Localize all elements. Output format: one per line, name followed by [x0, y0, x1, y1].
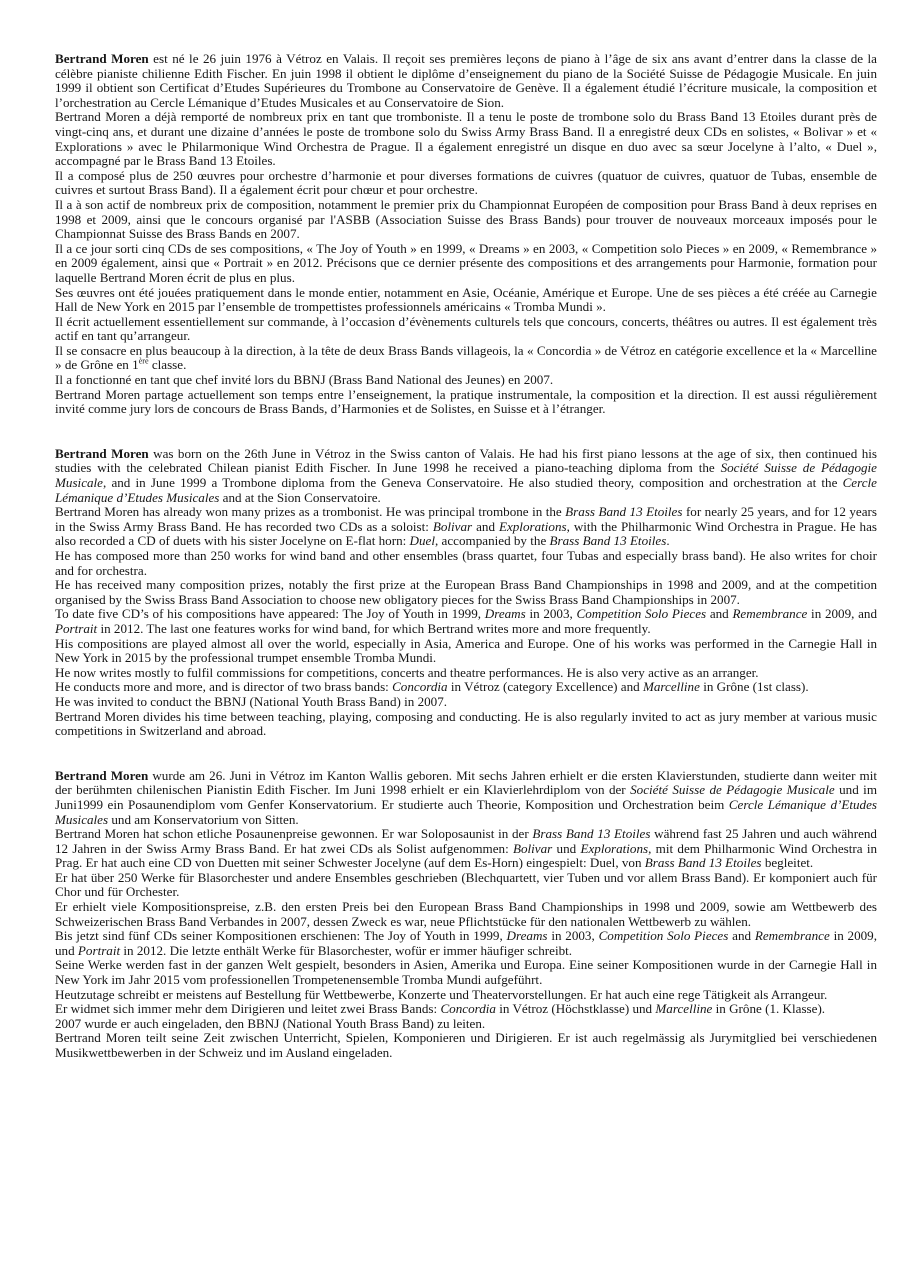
- text-run: Marcelline: [655, 1001, 713, 1017]
- paragraph: [55, 373, 877, 388]
- text-run: Bis jetzt sind fünf CDs seiner Kompositionen erschienen: The Joy of Youth in 1999,: [55, 928, 507, 944]
- text-run: Il écrit actuellement essentiellement sur commande, à l’occasion d’évènements culturels tels que concours, concerts, théâtres ou autres. Il est également très actif en tant qu’arrangeur.: [55, 313, 877, 344]
- text-run: Brass Band 13 Etoiles: [532, 826, 651, 842]
- text-run: in 2009, und: [55, 928, 878, 958]
- text-run: begleitet.: [761, 855, 814, 871]
- paragraph: [55, 1031, 877, 1060]
- paragraph: [55, 827, 877, 871]
- text-run: Société Suisse de Pédagogie Musicale: [630, 782, 835, 798]
- paragraph: [55, 695, 877, 710]
- text-run: in Vétroz (category Excellence) and: [447, 679, 643, 695]
- text-run: Brass Band 13: [549, 533, 627, 549]
- text-run: in Grône (1st class).: [699, 679, 809, 695]
- paragraph: [55, 344, 877, 373]
- text-run: Brass Band 13 Etoiles: [644, 855, 762, 871]
- text-run: Il a composé plus de 250 œuvres pour orchestre d’harmonie et pour diverses formations de cuivres (quatuor de cuivres, quatuor de Tubas, ensemble de cuivres et surtout Brass Band). Il a également écrit pour chœur et pour orchestre.: [55, 167, 877, 198]
- paragraph: [55, 607, 877, 636]
- text-run: Bertrand Moren teilt seine Zeit zwischen Unterricht, Spielen, Komponieren und Dirigieren. Er ist auch regelmässig als Jurymitglied bei verschiedenen Musikwettbewerben in der Schweiz und im Ausland eingeladen.: [55, 1030, 877, 1060]
- text-run: He has received many composition prizes, notably the first prize at the European Brass Band Championships in 1998 and 2009, and at the competition organised by the Swiss Brass Band Association to choose new obligatory pieces for the Swiss Brass Band Championships in 2007.: [55, 577, 877, 607]
- paragraph: [55, 710, 877, 739]
- text-run: Brass Band 13 Etoiles: [565, 504, 683, 520]
- text-run: Ses œuvres ont été jouées pratiquement dans le monde entier, notamment en Asie, Océanie, Amérique et Europe. Une de ses pièces a été créée au Carnegie Hall de New York en 2015 par l’ensemble de trompettistes professionnels américains « Tromba Mundi ».: [55, 284, 877, 315]
- text-run: , accompanied by the: [435, 533, 550, 549]
- text-run: Bertrand Moren partage actuellement son temps entre l’enseignement, la pratique instrumentale, la composition et la direction. Il est aussi régulièrement invité comme jury lors de concours de Brass Bands, d’Harmonies et de Solistes, en Suisse et à l’étranger.: [55, 386, 877, 417]
- paragraph: [55, 447, 877, 505]
- text-run: Competition Solo Pieces: [576, 606, 707, 622]
- text-run: Er widmet sich immer mehr dem Dirigieren und leitet zwei Brass Bands:: [55, 1001, 441, 1017]
- text-run: Heutzutage schreibt er meistens auf Bestellung für Wettbewerbe, Konzerte und Theatervorstellungen. Er hat auch eine rege Tätigkeit als Arrangeur.: [55, 986, 828, 1002]
- text-run: während fast 25 Jahren und auch während 12 Jahren in der Swiss Army Brass Band. Er hat zwei CDs als Solist aufgenommen:: [55, 826, 877, 856]
- text-run: Seine Werke werden fast in der ganzen Welt gespielt, besonders in Asien, Amerika und Europa. Eine seiner Kompositionen wurde in der Carnegie Hall in New York im Jahr 2015 vom professionellen Trompetenensemble Tromba Mundi aufgeführt.: [55, 957, 877, 988]
- text-run: in Vétroz (Höchstklasse) und: [495, 1001, 656, 1017]
- paragraph: [55, 505, 877, 549]
- text-run: Etoiles: [629, 533, 667, 549]
- text-run: He was invited to conduct the BBNJ (National Youth Brass Band) in 2007.: [55, 693, 448, 709]
- paragraph: [55, 637, 877, 666]
- text-run: und: [552, 840, 581, 856]
- paragraph: [55, 1017, 877, 1032]
- text-run: und am Konservatorium von Sitten.: [108, 811, 299, 827]
- section-german-bio: [55, 769, 877, 1061]
- paragraph: [55, 1002, 877, 1017]
- text-run: Il a à son actif de nombreux prix de composition, notamment le premier prix du Championnat Européen de composition pour Brass Band à deux reprises en 1998 et 2009, ainsi que le concours organisé par l'ASBB (Association Suisse des Brass Bands) pour trouver de nouveaux morceaux imposés pour le Championnat Suisse des Brass Bands en 2007.: [55, 196, 877, 242]
- text-run: Il se consacre en plus beaucoup à la direction, à la tête de deux Brass Bands villageois, la « Concordia » de Vétroz en catégorie excellence et la « Marcelline » de Grône en 1: [55, 342, 877, 373]
- text-run: Er erhielt viele Kompositionspreise, z.B. den ersten Preis bei den European Brass Band Championships in 1998 und 2009, sowie am Wettbewerb des Schweizerischen Brass Band Verbandes in 2007, dessen Zweck es war, neue Pflichtstücke für den nationalen Wettbewerb zu wählen.: [55, 899, 877, 929]
- text-run: Il a ce jour sorti cinq CDs de ses compositions, « The Joy of Youth » en 1999, « Dreams » en 2003, « Competition solo Pieces » en 2009, « Remembrance » en 2009 également, ainsi que « Portrait » en 2012. Précisons que ce dernier présente des compositions et des arrangements pour Harmonie, formation pour laquelle Bertrand Moren écrit de plus en plus.: [55, 240, 877, 285]
- text-run: Remembrance: [754, 928, 830, 944]
- paragraph: [55, 169, 877, 198]
- text-run: Concordia: [440, 1001, 496, 1017]
- text-run: in 2012. The last one features works for wind band, for which Bertrand writes more and more frequently.: [97, 620, 651, 636]
- paragraph: [55, 871, 877, 900]
- paragraph: [55, 549, 877, 578]
- text-run: in 2012. Die letzte enthält Werke für Blasorchester, wofür er immer häufiger schreibt.: [120, 942, 573, 958]
- text-run: est né le 26 juin 1976 à Vétroz en Valais. Il reçoit ses premières leçons de piano à l’âge de six ans avant d’entrer dans la classe de la célèbre pianiste chilienne Edith Fischer. En juin 1998 il obtient le diplôme d’enseignement du piano de la Société Suisse de Pédagogie Musicale. En juin 1999 il obtient son Certificat d’Etudes Supérieures du Trombone au Conservatoire de Genève. Il a également étudié l’écriture musicale, la composition et l’orchestration au Cercle Lémanique d’Etudes Musicales et au Conservatoire de Sion.: [55, 51, 877, 110]
- paragraph: [55, 900, 877, 929]
- text-run: in 2003,: [525, 606, 577, 622]
- text-run: Bertrand Moren a déjà remporté de nombreux prix en tant que tromboniste. Il a tenu le poste de trombone solo du Brass Band 13 Etoiles durant près de vingt-cinq ans, et durant une dizaine d’années le poste de trombone solo du Swiss Army Brass Band. Il a enregistré deux CDs en solistes, « Bolivar » et « Explorations » avec le Philarmonique Wind Orchestra de Prague. Il a également enregistré un disque en duo avec sa sœur Jocelyne à l’alto, « Duel », accompagné par le Brass Band 13 Etoiles.: [55, 109, 877, 169]
- text-run: Bertrand Moren: [55, 767, 149, 783]
- text-run: His compositions are played almost all over the world, especially in Asia, America and Europe. One of his works was performed in the Carnegie Hall in New York in 2015 by the professional trumpet ensemble Tromba Mundi.: [55, 635, 877, 666]
- text-run: Il a fonctionné en tant que chef invité lors du BBNJ (Brass Band National des Jeunes) en 2007.: [55, 372, 554, 388]
- paragraph: [55, 680, 877, 695]
- text-run: ère: [138, 357, 149, 367]
- text-run: and: [472, 518, 499, 534]
- text-run: Duel: [409, 533, 435, 549]
- text-run: .: [666, 533, 670, 549]
- text-run: classe.: [148, 357, 187, 373]
- text-run: 2007 wurde er auch eingeladen, den BBNJ (National Youth Brass Band) zu leiten.: [55, 1015, 486, 1031]
- paragraph: [55, 666, 877, 681]
- text-run: in 2003,: [547, 928, 599, 944]
- text-run: To date five CD’s of his compositions have appeared: The Joy of Youth in 1999,: [55, 606, 485, 622]
- text-run: Cercle Lémanique d’Etudes Musicales: [55, 796, 877, 827]
- text-run: Bolivar: [512, 840, 553, 856]
- paragraph: [55, 52, 877, 110]
- text-run: Bertrand Moren: [55, 51, 149, 66]
- text-run: , and in June 1999 a Trombone diploma from the Geneva Conservatoire. He also studied theory, composition and orchestration at the: [103, 475, 843, 491]
- text-run: for nearly 25 years, and for 12 years in the Swiss Army Brass Band. He has recorded two CDs as a soloist:: [55, 504, 877, 534]
- text-run: Bertrand Moren divides his time between teaching, playing, composing and conducting. He is also regularly invited to act as jury member at various music competitions in Switzerland and abroad.: [55, 708, 877, 739]
- text-run: und im Juni1999 ein Posaunendiplom vom Genfer Konservatorium. Er studierte auch Theorie, Komposition und Orchestration beim: [55, 782, 878, 812]
- section-french-bio: [55, 52, 877, 417]
- text-run: Er hat über 250 Werke für Blasorchester und andere Ensembles geschrieben (Blechquartett, vier Tuben und vor allem Brass Band). Er komponiert auch für Chor und für Orchester.: [55, 869, 877, 900]
- section-english-bio: [55, 447, 877, 739]
- text-run: He has composed more than 250 works for wind band and other ensembles (brass quartet, four Tubas and especially brass band). He also writes for choir and for orchestra.: [55, 548, 877, 578]
- text-run: Dreams: [506, 928, 548, 944]
- paragraph: [55, 110, 877, 168]
- text-run: Explorations: [498, 518, 567, 534]
- paragraph: [55, 988, 877, 1003]
- text-run: Marcelline: [642, 679, 700, 695]
- paragraph: [55, 198, 877, 242]
- text-run: He conducts more and more, and is director of two brass bands:: [55, 679, 393, 695]
- text-run: Bertrand Moren: [55, 445, 149, 461]
- paragraph: [55, 958, 877, 987]
- text-run: wurde am 26. Juni in Vétroz im Kanton Wallis geboren. Mit sechs Jahren erhielt er die ersten Klavierstunden, studierte dann weiter mit der berühmten chilenischen Pianistin Edith Fischer. Im Juni 1998 erhielt er ein Klavierlehrdiplom von der: [55, 767, 877, 798]
- text-run: Explorations: [580, 840, 649, 856]
- paragraph: [55, 286, 877, 315]
- paragraph: [55, 242, 877, 286]
- text-run: Société Suisse de Pédagogie Musicale: [55, 460, 877, 491]
- text-run: Portrait: [55, 620, 98, 636]
- text-run: , mit dem Philharmonic Wind Orchestra in Prag. Er hat auch eine CD von Duetten mit seiner Schwester Jocelyne (auf dem Es-Horn) eingespielt: Duel, von: [55, 840, 878, 871]
- paragraph: [55, 769, 877, 827]
- text-run: and at the Sion Conservatoire.: [219, 489, 381, 505]
- text-run: in Grône (1. Klasse).: [712, 1001, 826, 1017]
- paragraph: [55, 388, 877, 417]
- text-run: Remembrance: [732, 606, 808, 622]
- text-run: Bolivar: [432, 518, 473, 534]
- text-run: was born on the 26th June in Vétroz in the Swiss canton of Valais. He had his first piano lessons at the age of six, then continued his studies with the celebrated Chilean pianist Edith Fischer. In June 1998 he received a piano-teaching diploma from the: [55, 445, 877, 476]
- text-run: Dreams: [484, 606, 526, 622]
- text-run: , with the Philharmonic Wind Orchestra in Prague. He has also recorded a CD of duets with his sister Jocelyne on E-flat horn:: [55, 518, 877, 549]
- paragraph: [55, 578, 877, 607]
- text-run: Bertrand Moren hat schon etliche Posaunenpreise gewonnen. Er war Soloposaunist in der: [55, 826, 533, 842]
- paragraph: [55, 315, 877, 344]
- text-run: He now writes mostly to fulfil commissions for competitions, concerts and theatre performances. He is also very active as an arranger.: [55, 664, 759, 680]
- text-run: Cercle Lémanique d’Etudes Musicales: [55, 475, 877, 505]
- text-run: in 2009, and: [807, 606, 878, 622]
- paragraph: [55, 929, 877, 958]
- text-run: Competition Solo Pieces: [598, 928, 729, 944]
- text-run: Bertrand Moren has already won many prizes as a trombonist. He was principal trombone in the: [55, 504, 566, 520]
- text-run: Concordia: [392, 679, 448, 695]
- text-run: and: [706, 606, 733, 622]
- text-run: Portrait: [77, 942, 121, 958]
- text-run: and: [728, 928, 755, 944]
